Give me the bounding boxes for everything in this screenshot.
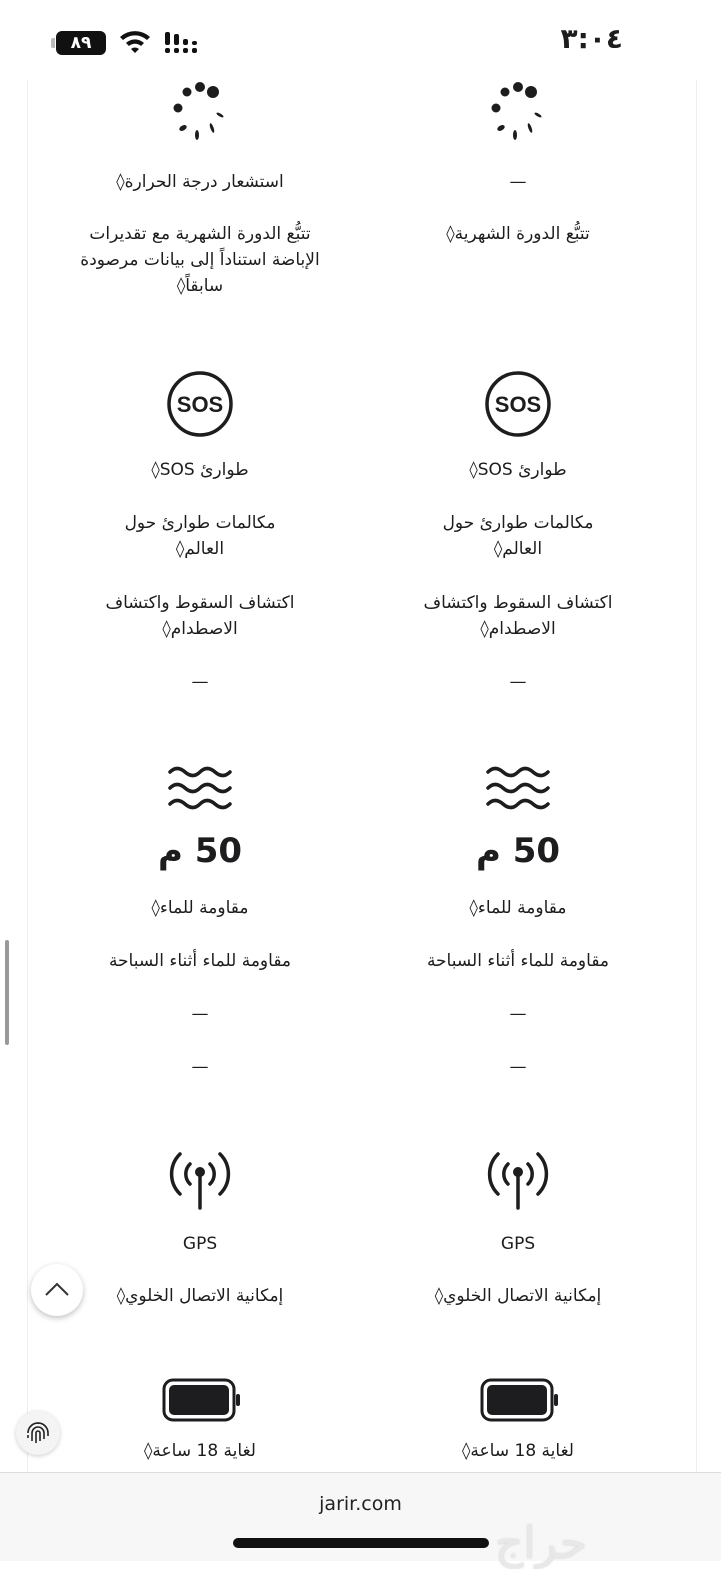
svg-text:SOS: SOS: [176, 392, 224, 417]
gps-antenna-icon: [482, 1148, 554, 1210]
gps-right: GPS: [500, 1234, 536, 1254]
fall-detection-right: اكتشاف السقوط واكتشاف الاصطدام◊: [423, 593, 613, 639]
water-depth-left: 50 م: [157, 831, 243, 871]
gps-antenna-icon: [164, 1148, 236, 1210]
temperature-sensor-icon: [165, 80, 235, 150]
sos-icon: [166, 370, 234, 442]
feature-dash-right: —: [509, 1057, 527, 1077]
scrollbar[interactable]: [5, 940, 9, 1045]
url-label[interactable]: jarir.com: [319, 1493, 402, 1515]
water-resistance-icon: [486, 764, 550, 812]
feature-dash-left: —: [191, 672, 209, 692]
battery-hours-right: لغاية 18 ساعة◊: [462, 1441, 574, 1461]
home-indicator[interactable]: [233, 1538, 489, 1548]
water-depth-right: 50 م: [475, 831, 561, 871]
emergency-sos-right: طوارئ SOS◊: [469, 460, 567, 480]
feature-dash-left: —: [191, 1057, 209, 1077]
scroll-to-top-button[interactable]: [31, 1264, 83, 1316]
fingerprint-icon: [16, 1411, 60, 1455]
temperature-sensing-left: استشعار درجة الحرارة◊: [116, 172, 284, 192]
cellular-left: إمكانية الاتصال الخلوي◊: [116, 1286, 284, 1306]
status-bar: [0, 0, 721, 80]
gps-left: GPS: [182, 1234, 218, 1254]
signal-icon: [163, 30, 203, 54]
battery-hours-left: لغاية 18 ساعة◊: [144, 1441, 256, 1461]
water-resistant-right: مقاومة للماء◊: [469, 898, 567, 918]
clock: ٣:٠٤: [560, 22, 623, 55]
svg-text:SOS: SOS: [494, 392, 542, 417]
watermark-logo: حراج: [495, 1518, 588, 1569]
intl-emergency-right: مكالمات طوارئ حول العالم◊: [442, 513, 594, 559]
swimproof-left: مقاومة للماء أثناء السباحة: [108, 951, 292, 971]
feature-dash-right: —: [509, 672, 527, 692]
cycle-tracking-left: تتبُّع الدورة الشهرية مع تقديرات الإباضة استناداً إلى بيانات مرصودة سابقاً◊: [80, 224, 320, 296]
water-resistance-icon: [168, 764, 232, 812]
chevron-up-icon: [31, 1264, 83, 1316]
temperature-sensing-right: —: [509, 172, 527, 192]
battery-life-icon: [480, 1378, 560, 1422]
battery-life-icon: [162, 1378, 242, 1422]
intl-emergency-left: مكالمات طوارئ حول العالم◊: [124, 513, 276, 559]
cycle-tracking-icon: [483, 80, 553, 150]
swimproof-right: مقاومة للماء أثناء السباحة: [426, 951, 610, 971]
battery-icon: ٨٩: [56, 31, 106, 55]
feature-dash-left: —: [191, 1004, 209, 1024]
fingerprint-button[interactable]: [16, 1411, 60, 1455]
water-resistant-left: مقاومة للماء◊: [151, 898, 249, 918]
cycle-tracking-right: تتبُّع الدورة الشهرية◊: [446, 224, 590, 244]
wifi-icon: [118, 28, 152, 54]
browser-bottom-bar: [0, 1472, 721, 1569]
emergency-sos-left: طوارئ SOS◊: [151, 460, 249, 480]
feature-dash-right: —: [509, 1004, 527, 1024]
cellular-right: إمكانية الاتصال الخلوي◊: [434, 1286, 602, 1306]
fall-detection-left: اكتشاف السقوط واكتشاف الاصطدام◊: [105, 593, 295, 639]
sos-icon: [484, 370, 552, 442]
